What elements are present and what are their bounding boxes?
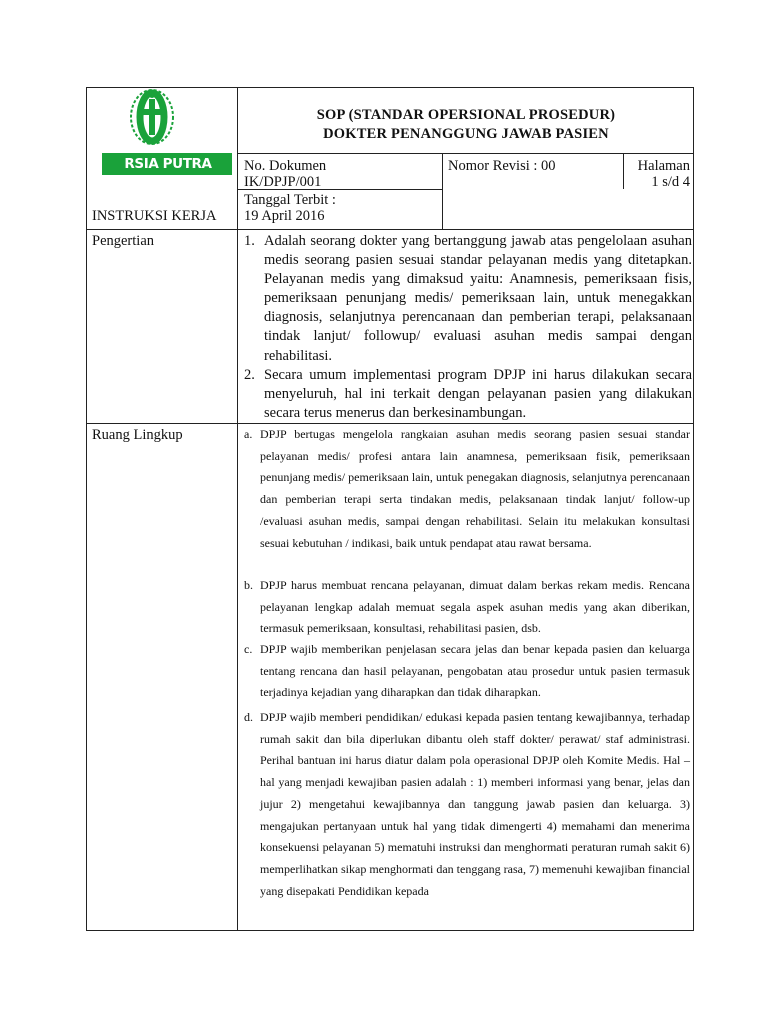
halaman-label: Halaman [637,158,690,174]
page-title-line-1: SOP (STANDAR OPERSIONAL PROSEDUR) [316,107,616,123]
pengertian-item-1 [244,232,692,366]
ruang-lingkup-item-text: DPJP wajib memberikan penjelasan secara jelas dan benar kepada pasien dan keluarga tentang rencana dan hasil pelayanan, pengobatan atau prosedur untuk pasien termasuk terjadinya kejadian yang diharapkan dan tidak diharapkan. [260,642,690,700]
pengertian-label: Pengertian [92,233,155,249]
pengertian-item-text: Secara umum implementasi program DPJP ini harus dilakukan secara menyeluruh, hal ini terkait dengan pelayanan pasien yang dilakukan secara terus menerus dan berkesinambungan. [264,367,692,422]
ruang-lingkup-item-label: c. [244,642,253,656]
ruang-lingkup-item-text: DPJP wajib memberi pendidikan/ edukasi kepada pasien tentang kewajibannya, terhadap rumah sakit dan bila diperlukan dibantu oleh staff dokter/ perawat/ staf administrasi. Perihal bantuan ini harus diatur dalam pola operasional DPJP oleh Komite Medis. Hal – hal yang menjadi kewajiban pasien adalah : 1) memberi informasi yang benar, jelas dan jujur 2) mengetahui kewajibannya dan tanggung jawab pasien dan keluarga. 3) mengajukan pertanyaan untuk hal yang tidak dimengerti 4) memahami dan menerima konsekuensi pelayanan 5) mematuhi instruksi dan menghormati peraturan rumah sakit 6) memperlihatkan sikap menghormati dan tenggang rasa, 7) memenuhi kewajiban financial yang disepakati Pendidikan kepada [260,710,690,898]
ruang-lingkup-item-label: a. [244,427,253,441]
ruang-lingkup-item-label: d. [244,710,253,724]
no-dokumen-label: No. Dokumen [244,158,327,174]
page-title-line-2: DOKTER PENANGGUNG JAWAB PASIEN [323,126,609,142]
column-divider [237,87,238,931]
instruksi-kerja-label: INSTRUKSI KERJA [92,208,217,224]
header-col-divider-2 [623,153,624,189]
logo-wordmark: RSIA PUTRA DâLIMA [124,156,212,194]
ruang-lingkup-item-label: b. [244,578,253,592]
ruang-lingkup-item-text: DPJP harus membuat rencana pelayanan, dimuat dalam berkas rekam medis. Rencana pelayanan lengkap adalah memuat segala aspek asuhan medis yang akan diberikan, termasuk pemeriksaan, konsultasi, rehabilitasi pasien, dsb. [260,578,690,636]
pengertian-item-number: 2. [244,367,255,383]
ruang-lingkup-item-b [244,575,690,640]
nomor-revisi: Nomor Revisi : 00 [448,158,556,174]
ruang-lingkup-item-d [244,707,690,902]
header-bottom [86,229,694,230]
header-col-divider-1 [442,153,443,229]
tanggal-terbit-label: Tanggal Terbit : [244,192,336,208]
sop-document [86,87,694,931]
pengertian-item-2 [244,366,692,423]
tanggal-terbit-value: 19 April 2016 [244,208,325,224]
pengertian-item-number: 1. [244,233,255,249]
ruang-lingkup-label: Ruang Lingkup [92,427,183,443]
ruang-lingkup-item-a [244,424,690,554]
halaman-value: 1 s/d 4 [651,174,690,190]
hospital-logo [94,87,234,194]
ruang-lingkup-item-text: DPJP bertugas mengelola rangkaian asuhan medis seorang pasien sesuai standar pelayanan medis/ profesi antara lain anamnesa, pemeriksaan fisik, pemeriksaan penunjang medis/ pemeriksaan lain, untuk penegakan diagnosis, selanjutnya perencanaan dan pemberian terapi serta tindakan medis, pelaksanaan tindak lanjut/ follow-up /evaluasi asuhan medis, sampai dengan rehabilitasi. Selain itu melakukan konsultasi sesuai kebutuhan / indikasi, baik untuk pendapat atau rawat bersama. [260,427,690,550]
table-border-right [693,87,694,931]
pengertian-item-text: Adalah seorang dokter yang bertanggung jawab atas pengelolaan asuhan medis seorang pasien sesuai standar pelayanan medis yang ditetapkan. Pelayanan medis yang dimaksud yaitu: Anamnesis, pemeriksaan fisis, pemeriksaan penunjang medis/ pemeriksaan lain, untuk menegakkan diagnosis, selanjutnya perencanaan dan pemberian terapi, pelaksanaan tindak lanjut/ followup/ evaluasi asuhan medis sampai dengan rehabilitasi. [264,233,692,364]
ruang-lingkup-item-c [244,639,690,704]
header-divider [238,153,694,154]
table-border-bottom [86,930,694,931]
no-dokumen-value: IK/DPJP/001 [244,174,322,190]
table-border-left [86,87,87,931]
